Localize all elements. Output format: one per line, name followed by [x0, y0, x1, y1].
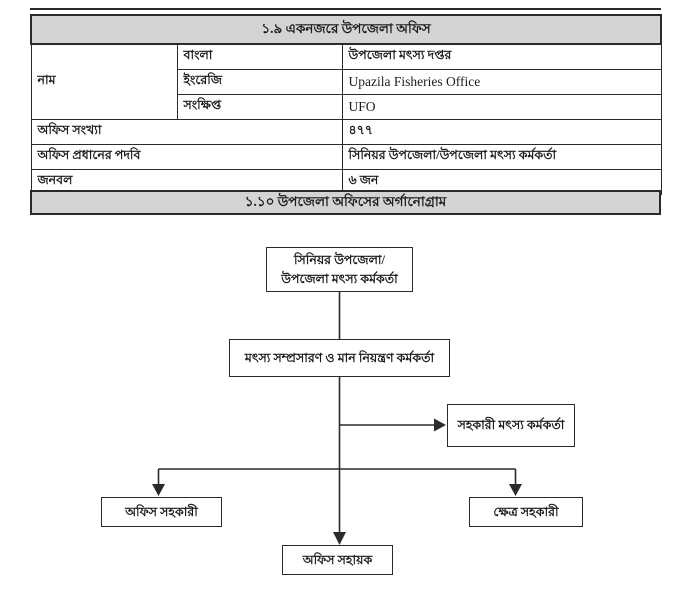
cell-manpower-value: ৬ জন	[342, 170, 661, 195]
org-node-label: মৎস্য সম্প্রসারণ ও মান নিয়ন্ত্রণ কর্মকর্তা	[244, 350, 435, 365]
organogram-title-text: ১.১০ উপজেলা অফিসের অর্গানোগ্রাম	[244, 194, 447, 209]
org-node-field-assistant	[469, 497, 583, 527]
cell-english-value: Upazila Fisheries Office	[342, 70, 661, 95]
section-title-organogram	[30, 190, 661, 215]
top-horizontal-rule	[30, 8, 661, 10]
table-row	[31, 44, 661, 70]
org-node-label: অফিস সহকারী	[125, 504, 198, 519]
arrowhead-down-field-assistant	[509, 484, 522, 496]
arrowhead-down-office-assistant	[152, 484, 165, 496]
table-row	[31, 145, 661, 170]
org-node-office-assistant	[101, 497, 222, 527]
org-node-label-line1: সিনিয়র উপজেলা/	[293, 253, 386, 268]
org-node-label: অফিস সহায়ক	[302, 552, 373, 567]
org-node-label: সহকারী মৎস্য কর্মকর্তা	[457, 418, 565, 433]
arrowhead-right-assistant-officer	[434, 419, 446, 432]
cell-abbrev-value: UFO	[342, 95, 661, 120]
cell-head-designation-label: অফিস প্রধানের পদবি	[31, 145, 342, 170]
cell-bangla-key: বাংলা	[177, 44, 342, 70]
cell-english-key: ইংরেজি	[177, 70, 342, 95]
org-node-senior-upazila-fisheries-officer	[266, 247, 413, 292]
cell-abbrev-key: সংক্ষিপ্ত	[177, 95, 342, 120]
org-node-label: ক্ষেত্র সহকারী	[493, 504, 559, 519]
cell-manpower-label: জনবল	[31, 170, 342, 195]
table-header-row	[31, 15, 661, 44]
cell-office-count-label: অফিস সংখ্যা	[31, 120, 342, 145]
table-row	[31, 120, 661, 145]
arrowhead-down-support	[333, 532, 346, 545]
org-node-extension-quality-control-officer	[229, 339, 450, 377]
cell-bangla-value: উপজেলা মৎস্য দপ্তর	[342, 44, 661, 70]
org-node-label-line2: উপজেলা মৎস্য কর্মকর্তা	[281, 271, 398, 286]
cell-head-designation-value: সিনিয়র উপজেলা/উপজেলা মৎস্য কর্মকর্তা	[342, 145, 661, 170]
section-title-office-glance: ১.৯ একনজরে উপজেলা অফিস	[31, 15, 661, 44]
org-node-office-support	[282, 545, 393, 575]
cell-name-label: নাম	[31, 44, 177, 120]
cell-office-count-value: ৪৭৭	[342, 120, 661, 145]
organogram-diagram	[0, 215, 688, 601]
org-node-assistant-fisheries-officer	[447, 404, 575, 447]
office-glance-table	[30, 14, 662, 195]
